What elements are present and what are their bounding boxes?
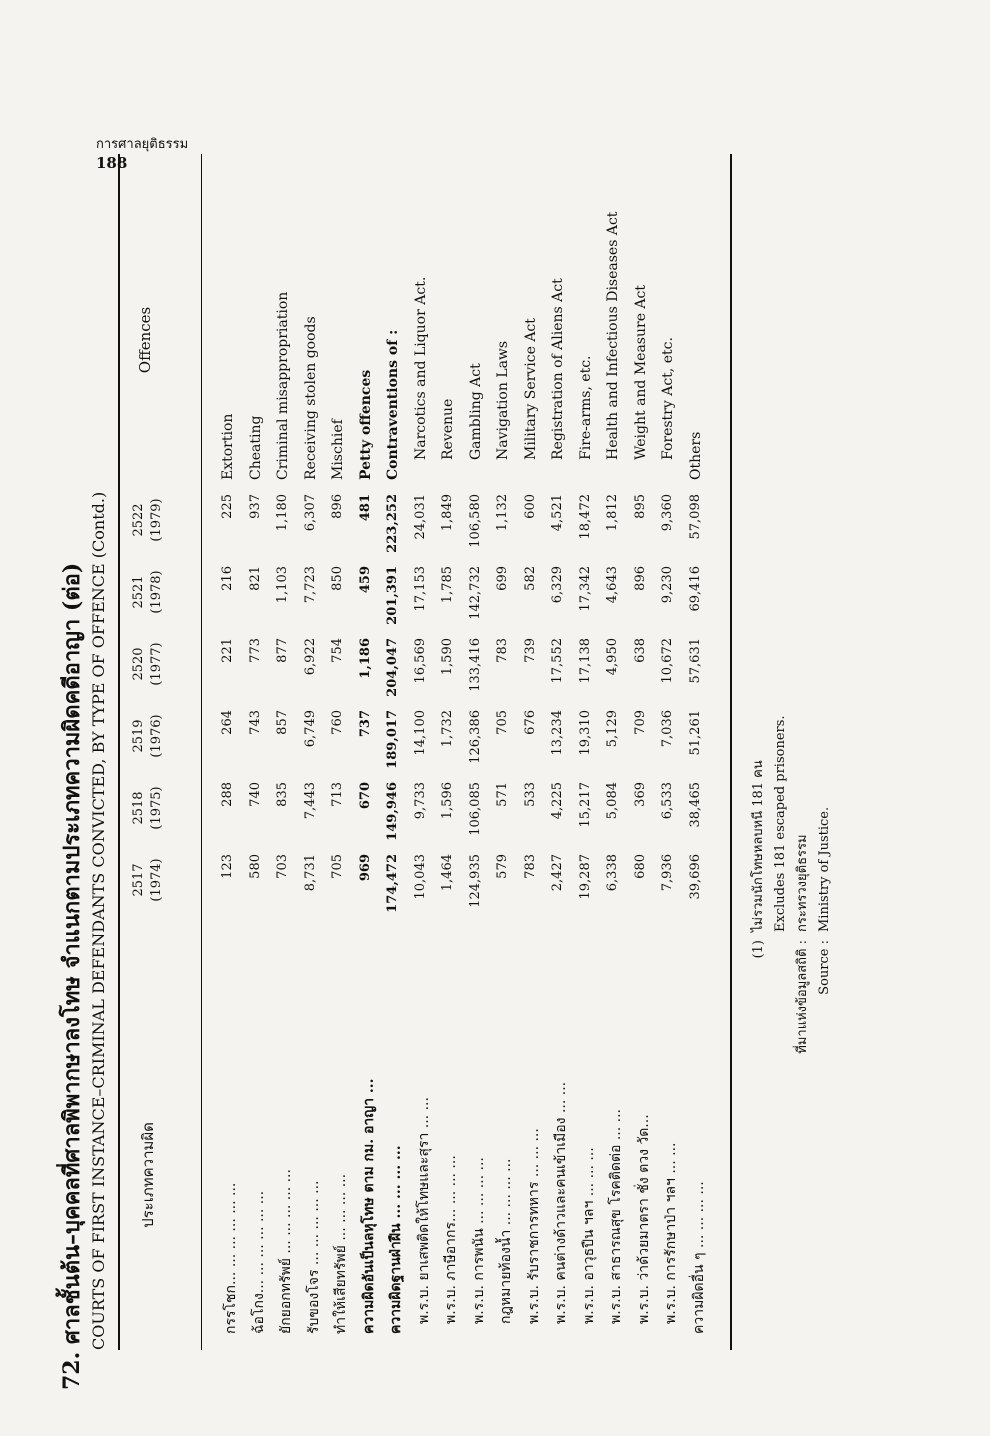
value-cell: 6,533: [660, 782, 675, 820]
table-row: [220, 154, 246, 1350]
value-cell: 7,443: [302, 782, 318, 820]
value-cell: 1,186: [357, 638, 373, 679]
value-cell: 142,732: [467, 566, 483, 620]
top-rule: [118, 154, 120, 1350]
value-cell: 969: [357, 854, 373, 882]
value-cell: 1,596: [440, 782, 455, 820]
value-cell: 124,935: [467, 854, 483, 908]
value-cell: 670: [357, 782, 373, 810]
value-cell: 288: [220, 782, 235, 807]
value-cell: 783: [522, 854, 538, 879]
offence-thai: พ.ร.บ. การรักษาป่า ฯลฯ ... ...: [663, 1142, 679, 1324]
value-cell: 17,342: [577, 566, 593, 612]
value-cell: 149,946: [385, 782, 400, 841]
value-cell: 201,391: [385, 566, 400, 625]
header-offences-thai: ประเภทความผิด: [139, 1122, 157, 1228]
table-row: [358, 154, 384, 1350]
bottom-rule: [730, 154, 732, 1350]
offence-thai: พ.ร.บ. ยาเสพติดให้โทษและสุรา ... ...: [415, 1097, 432, 1324]
value-cell: 216: [220, 566, 235, 591]
value-cell: 9,230: [660, 566, 675, 604]
value-cell: 4,521: [550, 494, 565, 532]
value-cell: 1,132: [495, 494, 510, 532]
value-cell: 739: [522, 638, 538, 663]
offence-thai: ความผิดฐานฝ่าฝืน ... ... ... ...: [388, 1145, 404, 1334]
year-thai: 2517: [131, 863, 146, 897]
value-cell: 223,252: [385, 494, 400, 553]
table-row: [413, 154, 439, 1350]
table-row: [578, 154, 604, 1350]
value-cell: 264: [220, 710, 235, 735]
year-english: (1975): [149, 786, 164, 830]
value-cell: 6,922: [302, 638, 318, 676]
value-cell: 703: [275, 854, 290, 879]
value-cell: 743: [247, 710, 263, 735]
value-cell: 17,153: [412, 566, 428, 612]
footnote-english: Excludes 181 escaped prisoners.: [773, 715, 788, 932]
value-cell: 18,472: [577, 494, 593, 540]
table-row: [385, 154, 411, 1350]
value-cell: 481: [357, 494, 373, 522]
value-cell: 57,631: [687, 638, 703, 684]
value-cell: 106,580: [467, 494, 483, 548]
offence-english: Health and Infectious Diseases Act: [605, 211, 621, 460]
value-cell: 133,416: [467, 638, 483, 692]
table-row: [330, 154, 356, 1350]
offence-english: Revenue: [440, 398, 456, 460]
table-row: [688, 154, 714, 1350]
value-cell: 1,849: [440, 494, 455, 532]
value-cell: 5,084: [605, 782, 620, 820]
value-cell: 638: [632, 638, 648, 663]
value-cell: 19,310: [577, 710, 593, 756]
value-cell: 57,098: [687, 494, 703, 540]
offence-thai: ทำให้เสียทรัพย์ ... ... ... ...: [333, 1173, 349, 1334]
value-cell: 7,036: [660, 710, 675, 748]
value-cell: 773: [247, 638, 263, 663]
value-cell: 896: [330, 494, 345, 519]
value-cell: 123: [220, 854, 235, 879]
value-cell: 14,100: [412, 710, 428, 756]
offence-english: Fire-arms, etc.: [577, 355, 594, 460]
offence-english: Extortion: [220, 413, 236, 480]
offence-english: Forestry Act, etc.: [660, 337, 676, 460]
year-english: (1977): [149, 642, 164, 686]
offence-english: Gambling Act: [467, 363, 484, 460]
value-cell: 19,287: [577, 854, 593, 900]
offence-thai: พ.ร.บ. สาธารณสุข โรคติดต่อ ... ...: [608, 1108, 624, 1324]
value-cell: 174,472: [385, 854, 400, 913]
value-cell: 9,360: [660, 494, 675, 532]
source-thai: ที่มาแห่งข้อมูลสถิติ :กระทรวงยุติธรรม: [795, 834, 810, 1054]
value-cell: 4,225: [550, 782, 565, 820]
value-cell: 126,386: [467, 710, 483, 764]
table-title: [54, 150, 108, 1390]
value-cell: 369: [632, 782, 648, 807]
value-cell: 1,812: [605, 494, 620, 532]
table-row: [660, 154, 686, 1350]
offence-english: Narcotics and Liquor Act.: [412, 276, 429, 460]
table-row: [550, 154, 576, 1350]
value-cell: 582: [522, 566, 538, 591]
value-cell: 221: [220, 638, 235, 663]
offence-thai: ความผิดอันเป็นลหุโทษ ตาม กม. อาญา ...: [360, 1078, 377, 1334]
value-cell: 783: [495, 638, 510, 663]
offence-english: Military Service Act: [522, 318, 539, 460]
year-header: [130, 562, 166, 622]
value-cell: 937: [247, 494, 263, 519]
value-cell: 6,338: [605, 854, 620, 892]
value-cell: 6,329: [550, 566, 565, 604]
offence-english: Cheating: [247, 415, 264, 480]
offence-english: Mischief: [330, 419, 346, 480]
offence-thai: พ.ร.บ. การพนัน ... ... ... ...: [470, 1157, 487, 1324]
value-cell: 6,307: [302, 494, 318, 532]
footnote-thai: (1)ไม่รวมนักโทษหลบหนี 181 คน: [751, 760, 766, 959]
value-cell: 709: [632, 710, 648, 735]
offence-english: Navigation Laws: [495, 340, 511, 460]
value-cell: 1,464: [440, 854, 455, 892]
value-cell: 17,138: [577, 638, 593, 684]
value-cell: 754: [330, 638, 345, 663]
table-row: [605, 154, 631, 1350]
value-cell: 6,749: [302, 710, 318, 748]
book-title: การศาลยุติธรรม: [96, 137, 189, 152]
year-thai: 2518: [131, 791, 146, 825]
value-cell: 13,234: [550, 710, 565, 756]
page-number: 188: [96, 154, 128, 172]
offence-thai: พ.ร.บ. คนต่างด้าวและคนเข้าเมือง ... ...: [553, 1081, 569, 1324]
year-thai: 2520: [131, 647, 146, 681]
value-cell: 571: [495, 782, 510, 807]
offence-thai: กฎหมายท้องน้ำ ... ... ... ...: [498, 1158, 514, 1324]
value-cell: 600: [522, 494, 538, 519]
source-english: Source :Ministry of Justice.: [817, 806, 832, 995]
year-header: [130, 850, 166, 910]
year-english: (1978): [149, 570, 164, 614]
value-cell: 713: [330, 782, 345, 807]
value-cell: 737: [357, 710, 373, 738]
value-cell: 579: [495, 854, 510, 879]
value-cell: 4,643: [605, 566, 620, 604]
value-cell: 835: [275, 782, 290, 807]
value-cell: 204,047: [385, 638, 400, 697]
value-cell: 895: [632, 494, 648, 519]
value-cell: 896: [632, 566, 648, 591]
value-cell: 459: [357, 566, 373, 594]
value-cell: 16,569: [412, 638, 428, 684]
value-cell: 10,043: [412, 854, 428, 900]
header-offences-english: Offences: [136, 306, 154, 374]
value-cell: 760: [330, 710, 345, 735]
value-cell: 7,723: [302, 566, 318, 604]
offence-thai: ยักยอกทรัพย์ ... ... ... ... ...: [278, 1169, 294, 1334]
year-english: (1974): [149, 858, 164, 902]
value-cell: 9,733: [412, 782, 428, 820]
header-rule: [201, 154, 202, 1350]
value-cell: 69,416: [687, 566, 703, 612]
value-cell: 850: [330, 566, 345, 591]
year-header: [130, 634, 166, 694]
value-cell: 857: [275, 710, 290, 735]
year-thai: 2519: [131, 719, 146, 753]
offence-english: Contraventions of :: [385, 329, 401, 480]
value-cell: 24,031: [412, 494, 428, 540]
value-cell: 533: [522, 782, 538, 807]
title-english: COURTS OF FIRST INSTANCE–CRIMINAL DEFENDANTS CONVICTED, BY TYPE OF OFFENCE (Contd.): [89, 491, 108, 1350]
rotated-table: [54, 150, 832, 1390]
value-cell: 1,103: [275, 566, 290, 604]
value-cell: 2,427: [550, 854, 565, 892]
value-cell: 740: [247, 782, 263, 807]
year-english: (1979): [149, 498, 164, 542]
value-cell: 877: [275, 638, 290, 663]
offence-thai: พ.ร.บ. อาวุธปืน ฯลฯ ... ... ...: [580, 1147, 597, 1324]
table-row: [523, 154, 549, 1350]
offence-english: Others: [687, 431, 704, 480]
offence-thai: ฉ้อโกง... ... ... ... ... ...: [250, 1190, 267, 1334]
year-english: (1976): [149, 714, 164, 758]
offence-thai: กรรโชก... ... ... ... ... ...: [223, 1182, 239, 1334]
offence-thai: รับของโจร ... ... ... ... ...: [305, 1180, 322, 1334]
value-cell: 8,731: [302, 854, 318, 892]
value-cell: 15,217: [577, 782, 593, 828]
value-cell: 225: [220, 494, 235, 519]
offence-thai: พ.ร.บ. ว่าด้วยมาตรา ชั่ง ตวง วัด...: [635, 1114, 652, 1324]
value-cell: 51,261: [687, 710, 703, 756]
value-cell: 17,552: [550, 638, 565, 684]
table-row: [275, 154, 301, 1350]
year-header: [130, 490, 166, 550]
value-cell: 705: [495, 710, 510, 735]
value-cell: 1,180: [275, 494, 290, 532]
value-cell: 580: [247, 854, 263, 879]
value-cell: 680: [632, 854, 648, 879]
year-thai: 2522: [131, 503, 146, 537]
value-cell: 699: [495, 566, 510, 591]
value-cell: 1,590: [440, 638, 455, 676]
table-row: [468, 154, 494, 1350]
value-cell: 7,936: [660, 854, 675, 892]
value-cell: 39,696: [687, 854, 703, 900]
value-cell: 106,085: [467, 782, 483, 836]
offence-english: Receiving stolen goods: [302, 316, 319, 480]
table-row: [495, 154, 521, 1350]
value-cell: 5,129: [605, 710, 620, 748]
value-cell: 189,017: [385, 710, 400, 769]
value-cell: 38,465: [687, 782, 703, 828]
year-header: [130, 706, 166, 766]
value-cell: 821: [247, 566, 263, 591]
offence-english: Criminal misappropriation: [275, 291, 291, 480]
table-row: [633, 154, 659, 1350]
offence-thai: พ.ร.บ. ภาษีอากร... ... ... ...: [443, 1155, 459, 1324]
offence-english: Petty offences: [357, 369, 374, 480]
value-cell: 1,732: [440, 710, 455, 748]
offence-english: Weight and Measure Act: [632, 284, 649, 460]
offence-english: Registration of Aliens Act: [550, 278, 566, 460]
title-thai: 72. ศาลชั้นต้น–บุคคลที่ศาลพิพากษาลงโทษ จำแนกตามประเภทความผิดคดีอาญา (ต่อ): [59, 562, 85, 1390]
table-row: [248, 154, 274, 1350]
offence-thai: พ.ร.บ. รับราชการทหาร ... ... ...: [525, 1128, 542, 1324]
year-thai: 2521: [131, 575, 146, 609]
offence-thai: ความผิดอื่น ๆ ... ... ... ...: [690, 1181, 707, 1334]
value-cell: 1,785: [440, 566, 455, 604]
value-cell: 10,672: [660, 638, 675, 684]
year-header: [130, 778, 166, 838]
value-cell: 676: [522, 710, 538, 735]
table-row: [440, 154, 466, 1350]
value-cell: 705: [330, 854, 345, 879]
table-row: [303, 154, 329, 1350]
value-cell: 4,950: [605, 638, 620, 676]
footnotes: [748, 715, 836, 1090]
